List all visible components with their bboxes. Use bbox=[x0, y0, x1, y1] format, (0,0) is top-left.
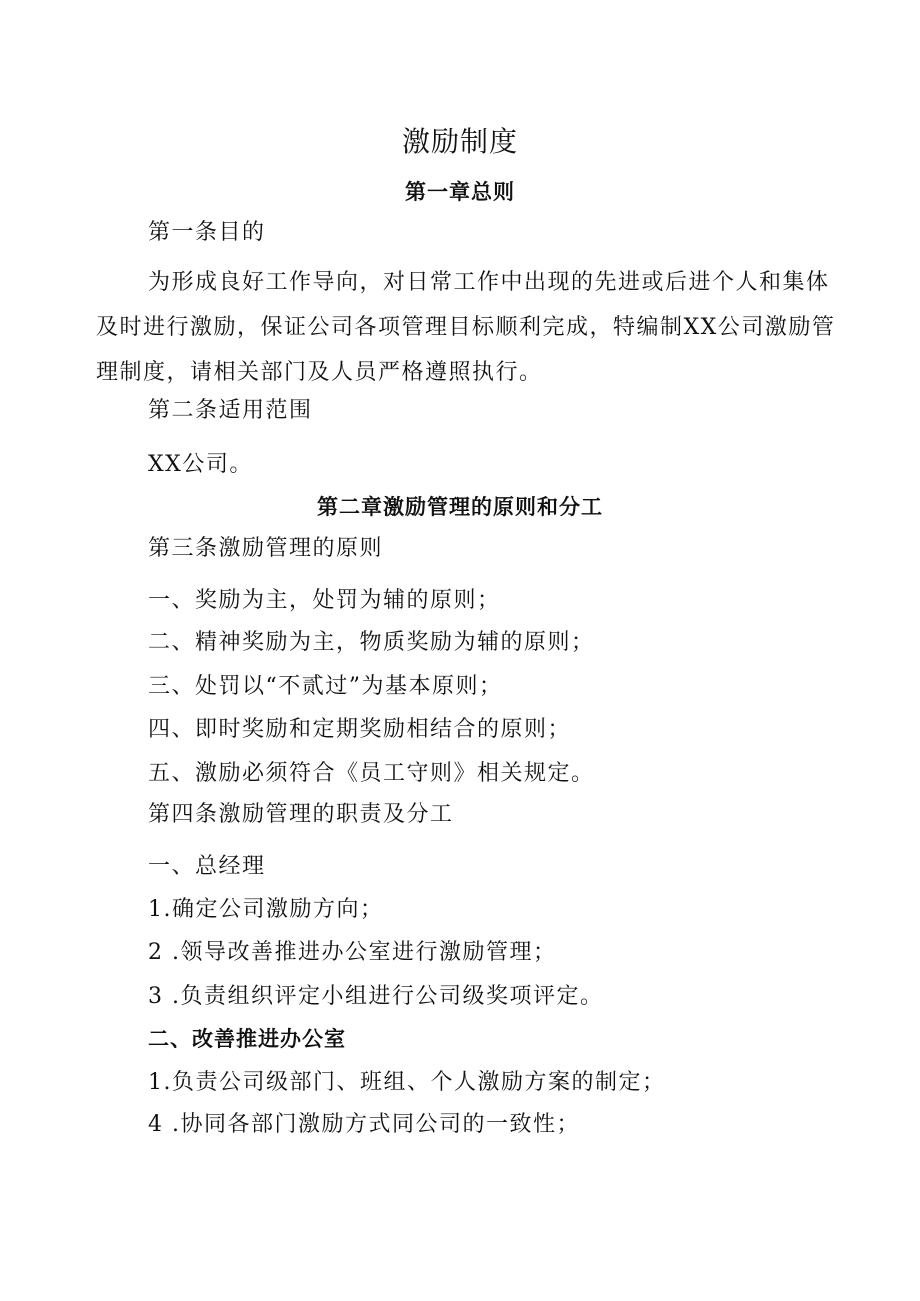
principle-item: 三、处罚以“不贰过”为基本原则； bbox=[148, 674, 503, 699]
paragraph-line: 及时进行激励，保证公司各项管理目标顺利完成，特编制XX公司激励管 bbox=[96, 315, 836, 340]
paragraph-line: 理制度，请相关部门及人员严格遵照执行。 bbox=[96, 360, 543, 385]
principle-item: 四、即时奖励和定期奖励相结合的原则； bbox=[148, 717, 572, 742]
chapter-1-heading: 第一章总则 bbox=[405, 180, 515, 204]
article-2-text: XX公司。 bbox=[148, 452, 253, 477]
duty-item: 4 .协同各部门激励方式同公司的一致性； bbox=[148, 1112, 580, 1137]
section-2-heading: 二、改善推进办公室 bbox=[148, 1027, 346, 1051]
paragraph-line: 为形成良好工作导向，对日常工作中出现的先进或后进个人和集体 bbox=[148, 270, 830, 295]
duty-item: 2 .领导改善推进办公室进行激励管理； bbox=[148, 940, 557, 965]
duty-item: 3 .负责组织评定小组进行公司级奖项评定。 bbox=[148, 984, 604, 1009]
principle-item: 一、奖励为主，处罚为辅的原则； bbox=[148, 588, 501, 613]
section-1-heading: 一、总经理 bbox=[148, 854, 266, 879]
article-2-heading: 第二条适用范围 bbox=[148, 398, 313, 423]
article-3-heading: 第三条激励管理的原则 bbox=[148, 536, 384, 561]
duty-item: 1.负责公司级部门、班组、个人激励方案的制定； bbox=[148, 1070, 666, 1095]
principle-item: 五、激励必须符合《员工守则》相关规定。 bbox=[148, 761, 595, 786]
principle-item: 二、精神奖励为主，物质奖励为辅的原则； bbox=[148, 630, 595, 655]
chapter-2-heading: 第二章激励管理的原则和分工 bbox=[317, 495, 603, 519]
article-1-heading: 第一条目的 bbox=[148, 220, 266, 245]
article-1-paragraph bbox=[96, 260, 838, 395]
article-4-heading: 第四条激励管理的职责及分工 bbox=[148, 802, 454, 827]
duty-item: 1.确定公司激励方向； bbox=[148, 897, 384, 922]
document-title: 激励制度 bbox=[401, 125, 518, 158]
